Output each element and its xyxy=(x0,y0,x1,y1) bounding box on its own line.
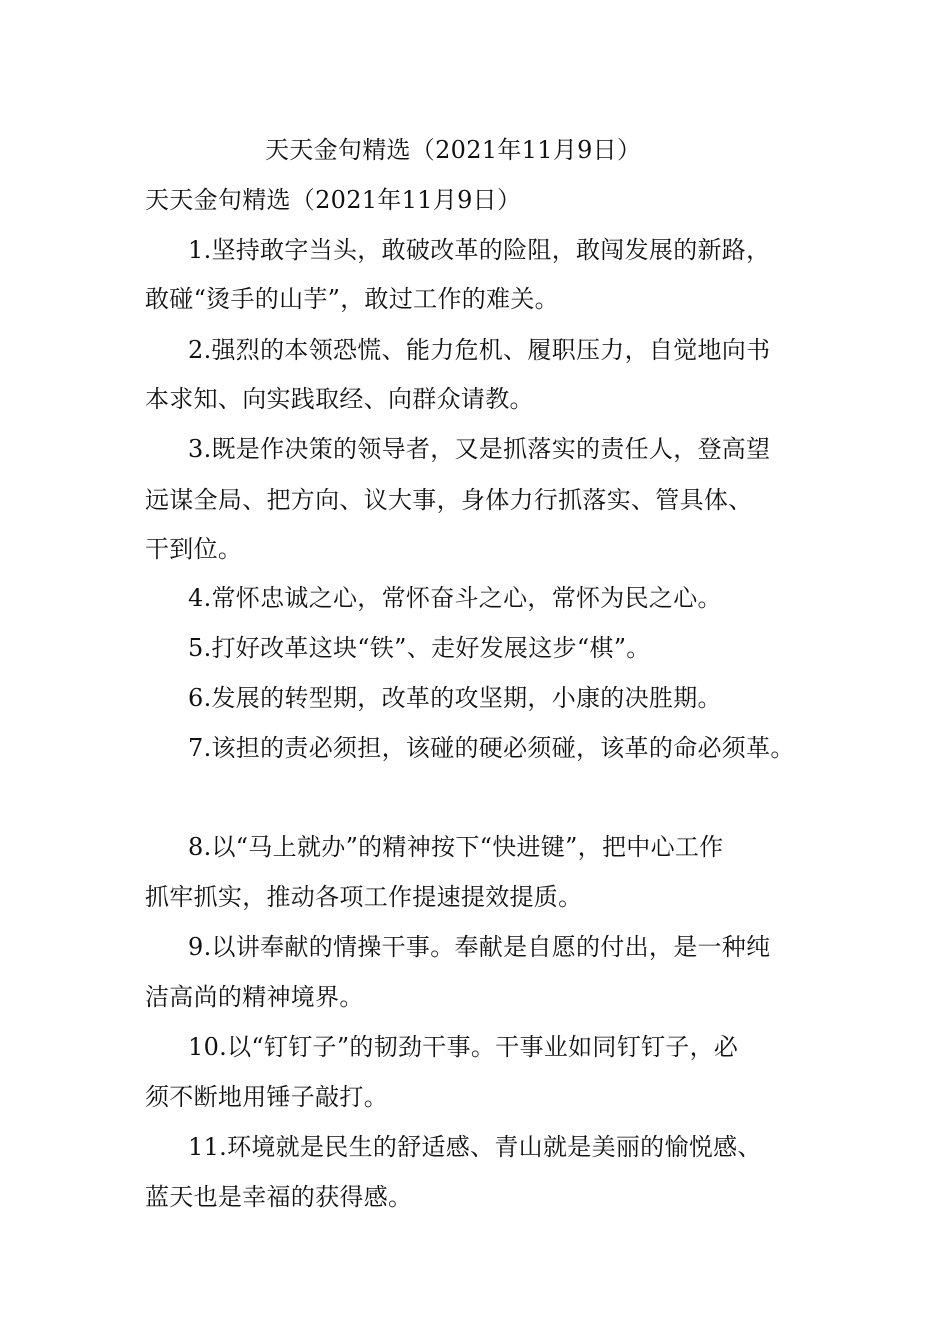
paragraph-8-line-2: 抓牢抓实，推动各项工作提速提效提质。 xyxy=(145,883,583,911)
document-subtitle: 天天金句精选（2021年11月9日） xyxy=(145,186,522,214)
paragraph-3-line-2: 远谋全局、把方向、议大事，身体力行抓落实、管具体、 xyxy=(145,486,753,514)
paragraph-7: 7.该担的责必须担，该碰的硬必须碰，该革的命必须革。 xyxy=(188,734,795,762)
paragraph-10-line-1: 10.以“钉钉子”的韧劲干事。干事业如同钉钉子，必 xyxy=(188,1033,739,1061)
paragraph-6: 6.发展的转型期，改革的攻坚期，小康的决胜期。 xyxy=(188,684,722,712)
paragraph-9-line-2: 洁高尚的精神境界。 xyxy=(145,983,364,1011)
paragraph-10-line-2: 须不断地用锤子敲打。 xyxy=(145,1083,388,1111)
paragraph-9-line-1: 9.以讲奉献的情操干事。奉献是自愿的付出，是一种纯 xyxy=(188,933,771,961)
paragraph-1-line-2: 敢碰“烫手的山芋”，敢过工作的难关。 xyxy=(145,285,559,313)
document-title: 天天金句精选（2021年11月9日） xyxy=(265,136,642,164)
paragraph-8-line-1: 8.以“马上就办”的精神按下“快进键”，把中心工作 xyxy=(188,833,724,861)
paragraph-11-line-2: 蓝天也是幸福的获得感。 xyxy=(145,1183,413,1211)
paragraph-1-line-1: 1.坚持敢字当头，敢破改革的险阻，敢闯发展的新路， xyxy=(188,236,771,264)
paragraph-4: 4.常怀忠诚之心，常怀奋斗之心，常怀为民之心。 xyxy=(188,584,722,612)
paragraph-2-line-2: 本求知、向实践取经、向群众请教。 xyxy=(145,385,534,413)
paragraph-2-line-1: 2.强烈的本领恐慌、能力危机、履职压力，自觉地向书 xyxy=(188,336,771,364)
paragraph-3-line-3: 干到位。 xyxy=(145,535,243,563)
paragraph-11-line-1: 11.环境就是民生的舒适感、青山就是美丽的愉悦感、 xyxy=(188,1133,762,1161)
paragraph-3-line-1: 3.既是作决策的领导者，又是抓落实的责任人，登高望 xyxy=(188,435,771,463)
paragraph-5: 5.打好改革这块“铁”、走好发展这步“棋”。 xyxy=(188,634,651,662)
